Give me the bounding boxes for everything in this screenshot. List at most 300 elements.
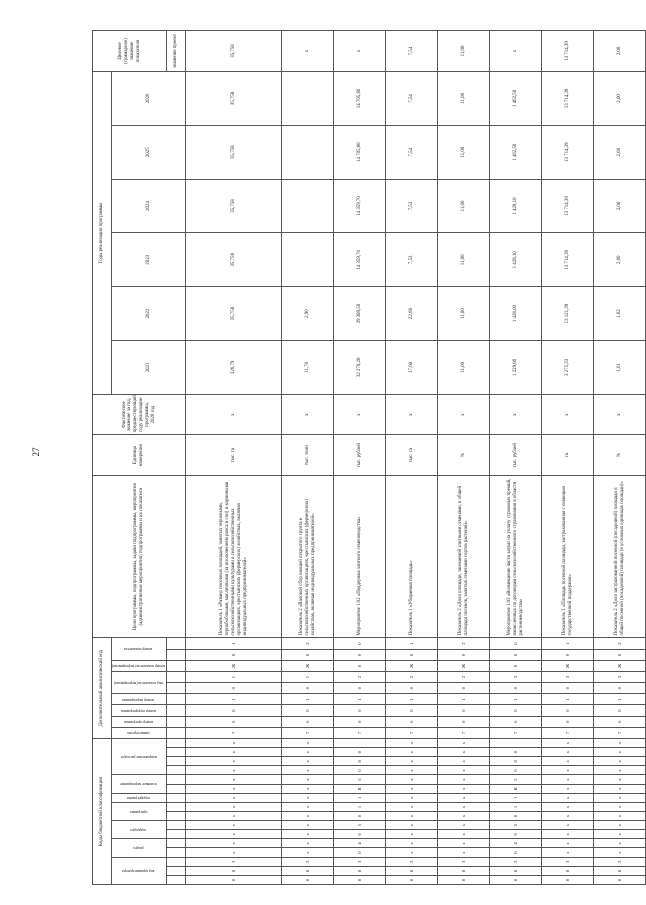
additional-code-digit: 3 bbox=[594, 672, 646, 683]
budget-code-digit: х bbox=[386, 784, 438, 793]
additional-code-digit: 1 bbox=[490, 694, 542, 705]
table-row bbox=[282, 31, 334, 885]
additional-code-digit: 6 bbox=[186, 716, 282, 727]
row-year-value: 11,00 bbox=[438, 125, 490, 179]
digit-placeholder-cell bbox=[167, 812, 186, 821]
row-actual-value: х bbox=[334, 394, 386, 435]
additional-code-digit: 0 bbox=[490, 683, 542, 694]
table-row bbox=[186, 31, 282, 885]
budget-code-digit: х bbox=[594, 802, 646, 811]
row-actual-value: х bbox=[282, 394, 334, 435]
row-year-value: 35,758 bbox=[186, 179, 282, 233]
row-year-value: 13 714,39 bbox=[542, 179, 594, 233]
budget-code-digit: 3 bbox=[282, 857, 334, 866]
additional-code-digit: 2 bbox=[438, 638, 490, 649]
row-year-value: 13 714,39 bbox=[542, 125, 594, 179]
additional-code-digit: 0 bbox=[334, 638, 386, 649]
row-year-value: 14 359,70 bbox=[334, 233, 386, 287]
row-unit: га bbox=[542, 435, 594, 476]
additional-code-digit: 1 bbox=[186, 672, 282, 683]
code-direction-header bbox=[112, 775, 167, 793]
digit-placeholder-cell bbox=[167, 839, 186, 848]
name-header: Цели программы, подпрограммы, задачи подпрограммы, мероприятия (административные мероприятия) подпрограммы и их показатели bbox=[93, 476, 186, 638]
budget-code-digit: х bbox=[282, 821, 334, 830]
digit-placeholder-cell bbox=[167, 727, 186, 738]
row-year-value: 39 389,50 bbox=[334, 287, 386, 341]
additional-code-digit: 0 bbox=[386, 683, 438, 694]
digit-placeholder-cell bbox=[167, 766, 186, 775]
digit-placeholder-cell bbox=[167, 793, 186, 802]
additional-code-digit: 0 bbox=[542, 705, 594, 716]
additional-code-digit: Ж bbox=[594, 660, 646, 671]
budget-code-digit: 1 bbox=[490, 793, 542, 802]
budget-code-digit: х bbox=[438, 802, 490, 811]
row-year-value: 7,54 bbox=[386, 72, 438, 126]
budget-code-digit: х bbox=[386, 766, 438, 775]
row-unit: тыс. рублей bbox=[334, 435, 386, 476]
additional-code-digit: 1 bbox=[282, 672, 334, 683]
additional-code-digit: 2 bbox=[594, 638, 646, 649]
budget-code-digit: х bbox=[438, 830, 490, 839]
budget-code-digit: х bbox=[594, 775, 646, 784]
addl-num-year-header bbox=[112, 638, 167, 660]
row-year-value: 11,00 bbox=[438, 287, 490, 341]
table-row bbox=[594, 31, 646, 885]
row-year-value: 11,00 bbox=[438, 340, 490, 394]
budget-code-digit: х bbox=[186, 830, 282, 839]
budget-code-digit: 8 bbox=[490, 757, 542, 766]
row-year-value: 11,70 bbox=[282, 340, 334, 394]
budget-code-digit: 3 bbox=[594, 857, 646, 866]
digit-placeholder-cell bbox=[167, 821, 186, 830]
budget-code-digit: х bbox=[438, 738, 490, 747]
additional-code-digit: 7 bbox=[386, 727, 438, 738]
budget-code-digit: 0 bbox=[334, 848, 386, 857]
digit-placeholder-cell bbox=[167, 660, 186, 671]
row-year-value: 14 705,80 bbox=[334, 72, 386, 126]
additional-code-digit: 0 bbox=[282, 683, 334, 694]
code-subsection-label: подраздел bbox=[130, 828, 147, 833]
unit-header: Единица измерения bbox=[93, 435, 186, 476]
row-name: Показатель 2 «Доля застрахованной посевной (посадочной) площади в общей посевной (посадочной) площади (в условных единицах площади)» bbox=[594, 476, 646, 638]
row-year-value: 1 462,50 bbox=[490, 72, 542, 126]
budget-code-digit: х bbox=[438, 784, 490, 793]
final-subheader: значение проект bbox=[167, 31, 186, 72]
budget-code-digit: х bbox=[186, 748, 282, 757]
budget-code-digit: х bbox=[594, 848, 646, 857]
digit-placeholder-cell bbox=[167, 672, 186, 683]
code-program-label: программа bbox=[129, 809, 148, 814]
budget-code-digit: 3 bbox=[186, 857, 282, 866]
budget-code-digit: 0 bbox=[594, 875, 646, 884]
table-row bbox=[334, 31, 386, 885]
budget-code-digit: х bbox=[594, 793, 646, 802]
row-name: Показатель 2 «Доля площади, засеваемой элитными семенами, в общей площади посевов, занятых семенами сортов растений» bbox=[438, 476, 490, 638]
code-expense-direction-label: направление расходов bbox=[120, 755, 157, 759]
additional-code-digit: 0 bbox=[334, 705, 386, 716]
additional-code-digit: 7 bbox=[490, 727, 542, 738]
budget-code-digit: х bbox=[438, 775, 490, 784]
additional-code-digit: 1 bbox=[386, 694, 438, 705]
addl-num-activity-label: номер мероприятия bbox=[122, 697, 155, 702]
row-year-value: 1 428,10 bbox=[490, 179, 542, 233]
additional-code-digit: 0 bbox=[438, 683, 490, 694]
code-section-header bbox=[112, 839, 167, 857]
budget-code-digit: х bbox=[438, 748, 490, 757]
budget-code-digit: х bbox=[386, 812, 438, 821]
year-header-2023: 2023 bbox=[112, 233, 186, 287]
budget-code-digit: 8 bbox=[490, 866, 542, 875]
year-header-2026: 2026 bbox=[112, 72, 186, 126]
code-subprogram-header bbox=[112, 793, 167, 802]
row-year-value: 35,758 bbox=[186, 125, 282, 179]
row-unit: тыс. га bbox=[186, 435, 282, 476]
budget-code-digit: х bbox=[594, 812, 646, 821]
digit-placeholder-cell bbox=[167, 775, 186, 784]
row-year-value: 2,00 bbox=[594, 233, 646, 287]
additional-code-digit: 6 bbox=[282, 716, 334, 727]
row-year-value: 11,00 bbox=[438, 179, 490, 233]
budget-code-digit: х bbox=[542, 848, 594, 857]
budget-code-digit: 0 bbox=[490, 830, 542, 839]
additional-code-digit: 7 bbox=[594, 727, 646, 738]
row-year-value: 11,00 bbox=[438, 72, 490, 126]
budget-code-digit: х bbox=[386, 839, 438, 848]
budget-code-digit: 0 bbox=[386, 875, 438, 884]
additional-code-digit: 1 bbox=[334, 694, 386, 705]
additional-code-digit: Ж bbox=[542, 660, 594, 671]
budget-code-digit: 0 bbox=[490, 748, 542, 757]
row-final-value: х bbox=[490, 31, 542, 72]
budget-code-digit: х bbox=[186, 766, 282, 775]
budget-code-digit: х bbox=[594, 784, 646, 793]
code-program-header bbox=[112, 802, 167, 820]
year-header-2024: 2024 bbox=[112, 179, 186, 233]
budget-code-digit: х bbox=[186, 821, 282, 830]
additional-code-digit: 1 bbox=[386, 638, 438, 649]
budget-code-digit: 5 bbox=[334, 821, 386, 830]
budget-code-digit: х bbox=[282, 839, 334, 848]
additional-code-digit: 0 bbox=[594, 705, 646, 716]
budget-code-digit: х bbox=[186, 738, 282, 747]
budget-code-digit: х bbox=[542, 738, 594, 747]
additional-code-digit: 0 bbox=[334, 660, 386, 671]
year-header-2025: 2025 bbox=[112, 125, 186, 179]
additional-code-digit: 0 bbox=[594, 683, 646, 694]
row-unit: % bbox=[594, 435, 646, 476]
budget-code-digit: 1 bbox=[490, 802, 542, 811]
additional-code-digit: 1 bbox=[282, 694, 334, 705]
row-unit: тыс. га bbox=[386, 435, 438, 476]
digit-placeholder-cell bbox=[167, 649, 186, 660]
table-row bbox=[386, 31, 438, 885]
row-year-value: 11,00 bbox=[438, 233, 490, 287]
budget-code-digit: х bbox=[282, 830, 334, 839]
budget-code-digit: 0 bbox=[490, 875, 542, 884]
year-header-2022: 2022 bbox=[112, 287, 186, 341]
additional-code-digit: 0 bbox=[490, 649, 542, 660]
row-year-value: 3 275,33 bbox=[542, 340, 594, 394]
budget-code-digit: 8 bbox=[542, 866, 594, 875]
budget-class-header: Коды бюджетной классификации bbox=[93, 738, 112, 884]
budget-code-digit: х bbox=[438, 812, 490, 821]
budget-code-digit: 0 bbox=[438, 875, 490, 884]
row-year-value: 2,90 bbox=[282, 287, 334, 341]
budget-code-digit: 4 bbox=[334, 839, 386, 848]
budget-code-digit: 4 bbox=[490, 839, 542, 848]
additional-code-digit: 7 bbox=[542, 727, 594, 738]
budget-code-digit: х bbox=[386, 821, 438, 830]
row-name: Показатель 1 «Убираемая площадь» bbox=[386, 476, 438, 638]
row-actual-value: х bbox=[186, 394, 282, 435]
additional-code-digit: 7 bbox=[334, 727, 386, 738]
additional-code-digit: 0 bbox=[594, 649, 646, 660]
additional-code-digit: 0 bbox=[438, 705, 490, 716]
budget-code-digit: R bbox=[490, 784, 542, 793]
budget-code-digit: х bbox=[386, 748, 438, 757]
additional-code-digit: 6 bbox=[386, 716, 438, 727]
budget-code-digit: 0 bbox=[542, 875, 594, 884]
additional-code-digit: 1 bbox=[542, 638, 594, 649]
budget-code-digit: х bbox=[186, 793, 282, 802]
rotated-table-area bbox=[92, 30, 625, 885]
actual-value-header: Фактическое значение за год, предшествующий году реализации программы, 2020 год bbox=[93, 394, 186, 435]
budget-code-digit: х bbox=[386, 738, 438, 747]
additional-code-digit: 0 bbox=[386, 649, 438, 660]
additional-code-digit: 0 bbox=[282, 705, 334, 716]
additional-code-digit: 7 bbox=[186, 727, 282, 738]
row-year-value: 13 714,39 bbox=[542, 233, 594, 287]
budget-code-digit: х bbox=[282, 793, 334, 802]
additional-code-digit: 1 bbox=[542, 694, 594, 705]
budget-code-digit: 5 bbox=[490, 821, 542, 830]
digit-placeholder-cell bbox=[167, 716, 186, 727]
row-year-value: 35,758 bbox=[186, 233, 282, 287]
budget-code-digit: х bbox=[282, 784, 334, 793]
addl-num-indicator-type-label: вид показателя (мероприятия) bbox=[114, 680, 163, 685]
additional-code-digit: 2 bbox=[282, 638, 334, 649]
additional-code-digit: Ж bbox=[282, 660, 334, 671]
addl-num-program-header bbox=[112, 716, 167, 727]
additional-code-digit: 0 bbox=[386, 705, 438, 716]
budget-code-digit: х bbox=[542, 839, 594, 848]
addl-num-program-label: номер программы bbox=[123, 720, 153, 724]
code-expense-direction-header bbox=[112, 738, 167, 775]
digit-placeholder-cell bbox=[167, 857, 186, 866]
row-year-value: 2,00 bbox=[594, 72, 646, 126]
budget-code-digit: 0 bbox=[282, 875, 334, 884]
budget-code-digit: х bbox=[186, 757, 282, 766]
additional-code-digit: 6 bbox=[438, 716, 490, 727]
budget-code-digit: 0 bbox=[334, 812, 386, 821]
additional-code-digit: 7 bbox=[282, 727, 334, 738]
budget-code-digit: х bbox=[386, 757, 438, 766]
addl-num-activity-header bbox=[112, 694, 167, 705]
budget-code-digit: х bbox=[282, 757, 334, 766]
budget-code-digit: 0 bbox=[334, 766, 386, 775]
additional-code-digit: 0 bbox=[490, 638, 542, 649]
addl-num-indicator-no-header bbox=[112, 660, 167, 671]
budget-code-digit: х bbox=[282, 848, 334, 857]
budget-code-digit: х bbox=[542, 812, 594, 821]
row-year-value bbox=[282, 72, 334, 126]
budget-code-digit: 8 bbox=[334, 757, 386, 766]
budget-code-digit: 8 bbox=[186, 866, 282, 875]
digit-placeholder-cell bbox=[167, 784, 186, 793]
row-year-value: 326,79 bbox=[186, 340, 282, 394]
budget-code-digit bbox=[490, 738, 542, 747]
row-year-value: 17,60 bbox=[386, 340, 438, 394]
budget-code-digit: х bbox=[594, 748, 646, 757]
digit-placeholder-cell bbox=[167, 638, 186, 649]
budget-code-digit: х bbox=[438, 766, 490, 775]
addl-num-subprogram-header bbox=[112, 705, 167, 716]
row-final-value: 11,00 bbox=[438, 31, 490, 72]
additional-code-digit: 0 bbox=[186, 705, 282, 716]
budget-code-digit: R bbox=[334, 784, 386, 793]
row-actual-value: х bbox=[386, 394, 438, 435]
budget-code-digit: 3 bbox=[542, 857, 594, 866]
row-year-value bbox=[282, 125, 334, 179]
budget-code-digit: х bbox=[594, 821, 646, 830]
row-year-value: 7,53 bbox=[386, 179, 438, 233]
additional-code-digit: 0 bbox=[542, 683, 594, 694]
row-year-value: 22,68 bbox=[386, 287, 438, 341]
budget-code-digit: 5 bbox=[490, 775, 542, 784]
row-final-value: 35,758 bbox=[186, 31, 282, 72]
addl-num-indicator-type-header bbox=[112, 672, 167, 694]
budget-code-digit: х bbox=[438, 848, 490, 857]
page-number: 27 bbox=[31, 447, 41, 457]
digit-placeholder-cell bbox=[167, 748, 186, 757]
row-final-value: х bbox=[282, 31, 334, 72]
row-name: Показатель 2 «Валовой сбор овощей открытого грунта в сельскохозяйственных организациях, крестьянских (фермерских) хозяйствах, включая индивидуальных предпринимателей» bbox=[282, 476, 334, 638]
row-name: Показатель 1 «Размер посевных площадей, занятых зерновыми, зернобобовыми, масличными (за исключением рапса и сои) и кормовыми сельскохозяйственными культурами в сельскохозяйственных организациях, крестьянских (фермерских) хозяйствах, включая индивидуальных предпринимателей» bbox=[186, 476, 282, 638]
additional-code-digit: 6 bbox=[594, 716, 646, 727]
addl-num-subprogram-label: номер подпрограммы bbox=[120, 708, 156, 713]
additional-code-digit: 0 bbox=[282, 649, 334, 660]
additional-code-digit: Ж bbox=[386, 660, 438, 671]
row-year-value: 1 428,10 bbox=[490, 233, 542, 287]
budget-code-digit: х bbox=[282, 738, 334, 747]
additional-code-digit: 3 bbox=[542, 672, 594, 683]
budget-code-digit: 1 bbox=[334, 802, 386, 811]
additional-code-digit: 0 bbox=[438, 649, 490, 660]
budget-code-digit: х bbox=[542, 766, 594, 775]
header-row-1 bbox=[93, 31, 112, 885]
row-name: Мероприятие 1.03 «Возмещение части затрат на уплату страховых премий, начисленных по договорам сельскохозяйственного страхования в области растениеводства» bbox=[490, 476, 542, 638]
row-year-value bbox=[282, 233, 334, 287]
digit-placeholder-cell bbox=[167, 738, 186, 747]
budget-code-digit: х bbox=[594, 738, 646, 747]
row-year-value: 13 714,39 bbox=[542, 72, 594, 126]
budget-code-digit: 0 bbox=[334, 875, 386, 884]
additional-code-digit: 0 bbox=[334, 649, 386, 660]
row-year-value: 2,00 bbox=[594, 125, 646, 179]
final-value-header: Целевое (суммарное) значение показателя bbox=[93, 31, 167, 72]
digit-placeholder-cell bbox=[167, 866, 186, 875]
row-unit: тыс. тонн bbox=[282, 435, 334, 476]
code-subprogram-label: подпрограмма bbox=[126, 796, 150, 801]
budget-code-digit: 3 bbox=[334, 857, 386, 866]
additional-code-digit: 0 bbox=[186, 683, 282, 694]
row-actual-value: х bbox=[490, 394, 542, 435]
budget-code-digit: 1 bbox=[334, 793, 386, 802]
budget-code-digit: 5 bbox=[334, 775, 386, 784]
budget-code-digit: х bbox=[282, 766, 334, 775]
additional-code-digit: Ж bbox=[186, 660, 282, 671]
additional-code-digit: Ж bbox=[438, 660, 490, 671]
budget-code-digit: х bbox=[542, 802, 594, 811]
row-final-value: 13 714,39 bbox=[542, 31, 594, 72]
budget-code-digit: 8 bbox=[334, 866, 386, 875]
budget-code-digit: х bbox=[282, 812, 334, 821]
row-final-value: 7,54 bbox=[386, 31, 438, 72]
additional-code-digit: 6 bbox=[490, 716, 542, 727]
additional-code-header: Дополнительный аналитический код bbox=[93, 638, 112, 739]
row-year-value: 35,758 bbox=[186, 287, 282, 341]
budget-code-digit: х bbox=[186, 784, 282, 793]
budget-code-digit: х bbox=[542, 830, 594, 839]
table-row bbox=[438, 31, 490, 885]
row-year-value: 14 705,80 bbox=[334, 125, 386, 179]
table-row bbox=[490, 31, 542, 885]
row-year-value: 1,61 bbox=[594, 340, 646, 394]
budget-code-digit: х bbox=[186, 802, 282, 811]
row-year-value: 35,758 bbox=[186, 72, 282, 126]
row-name: Мероприятие 1.02 «Поддержка элитного семеноводства» bbox=[334, 476, 386, 638]
code-admin-code-label: код администратора bbox=[122, 869, 155, 874]
additional-code-digit: 1 bbox=[186, 694, 282, 705]
budget-code-digit: х bbox=[542, 784, 594, 793]
budget-code-digit: 0 bbox=[490, 812, 542, 821]
budget-code-digit: х bbox=[542, 775, 594, 784]
additional-code-digit: 0 bbox=[490, 660, 542, 671]
row-name: Показатель 1 «Площадь посевной площади, застрахованная с помощью государственной поддержки» bbox=[542, 476, 594, 638]
budget-code-digit: х bbox=[386, 775, 438, 784]
budget-code-digit: 8 bbox=[386, 866, 438, 875]
row-actual-value: х bbox=[542, 394, 594, 435]
budget-code-digit: 8 bbox=[282, 866, 334, 875]
additional-code-digit: 0 bbox=[542, 649, 594, 660]
budget-code-digit: 0 bbox=[334, 748, 386, 757]
row-actual-value: х bbox=[594, 394, 646, 435]
additional-code-digit: 7 bbox=[438, 727, 490, 738]
code-admin-code-header bbox=[112, 857, 167, 884]
row-final-value: 2,00 bbox=[594, 31, 646, 72]
budget-code-digit: х bbox=[594, 830, 646, 839]
additional-code-digit: 6 bbox=[334, 716, 386, 727]
digit-placeholder-cell bbox=[167, 694, 186, 705]
additional-code-digit: 6 bbox=[542, 716, 594, 727]
addl-num-year-label: номер показателя bbox=[124, 647, 153, 652]
budget-code-digit: 0 bbox=[490, 848, 542, 857]
budget-code-digit: х bbox=[386, 830, 438, 839]
years-group-header: Годы реализации программы bbox=[93, 72, 112, 395]
digit-placeholder-cell bbox=[167, 683, 186, 694]
row-year-value: 32 270,20 bbox=[334, 340, 386, 394]
budget-code-digit: х bbox=[438, 821, 490, 830]
code-subsection-header bbox=[112, 821, 167, 839]
digit-placeholder-cell bbox=[167, 848, 186, 857]
budget-code-digit: х bbox=[542, 821, 594, 830]
additional-code-digit: 0 bbox=[334, 683, 386, 694]
budget-code-digit: 0 bbox=[186, 875, 282, 884]
row-unit: тыс. рублей bbox=[490, 435, 542, 476]
budget-code-digit: х bbox=[186, 848, 282, 857]
budget-code-digit: х bbox=[594, 839, 646, 848]
additional-code-digit: 2 bbox=[334, 672, 386, 683]
